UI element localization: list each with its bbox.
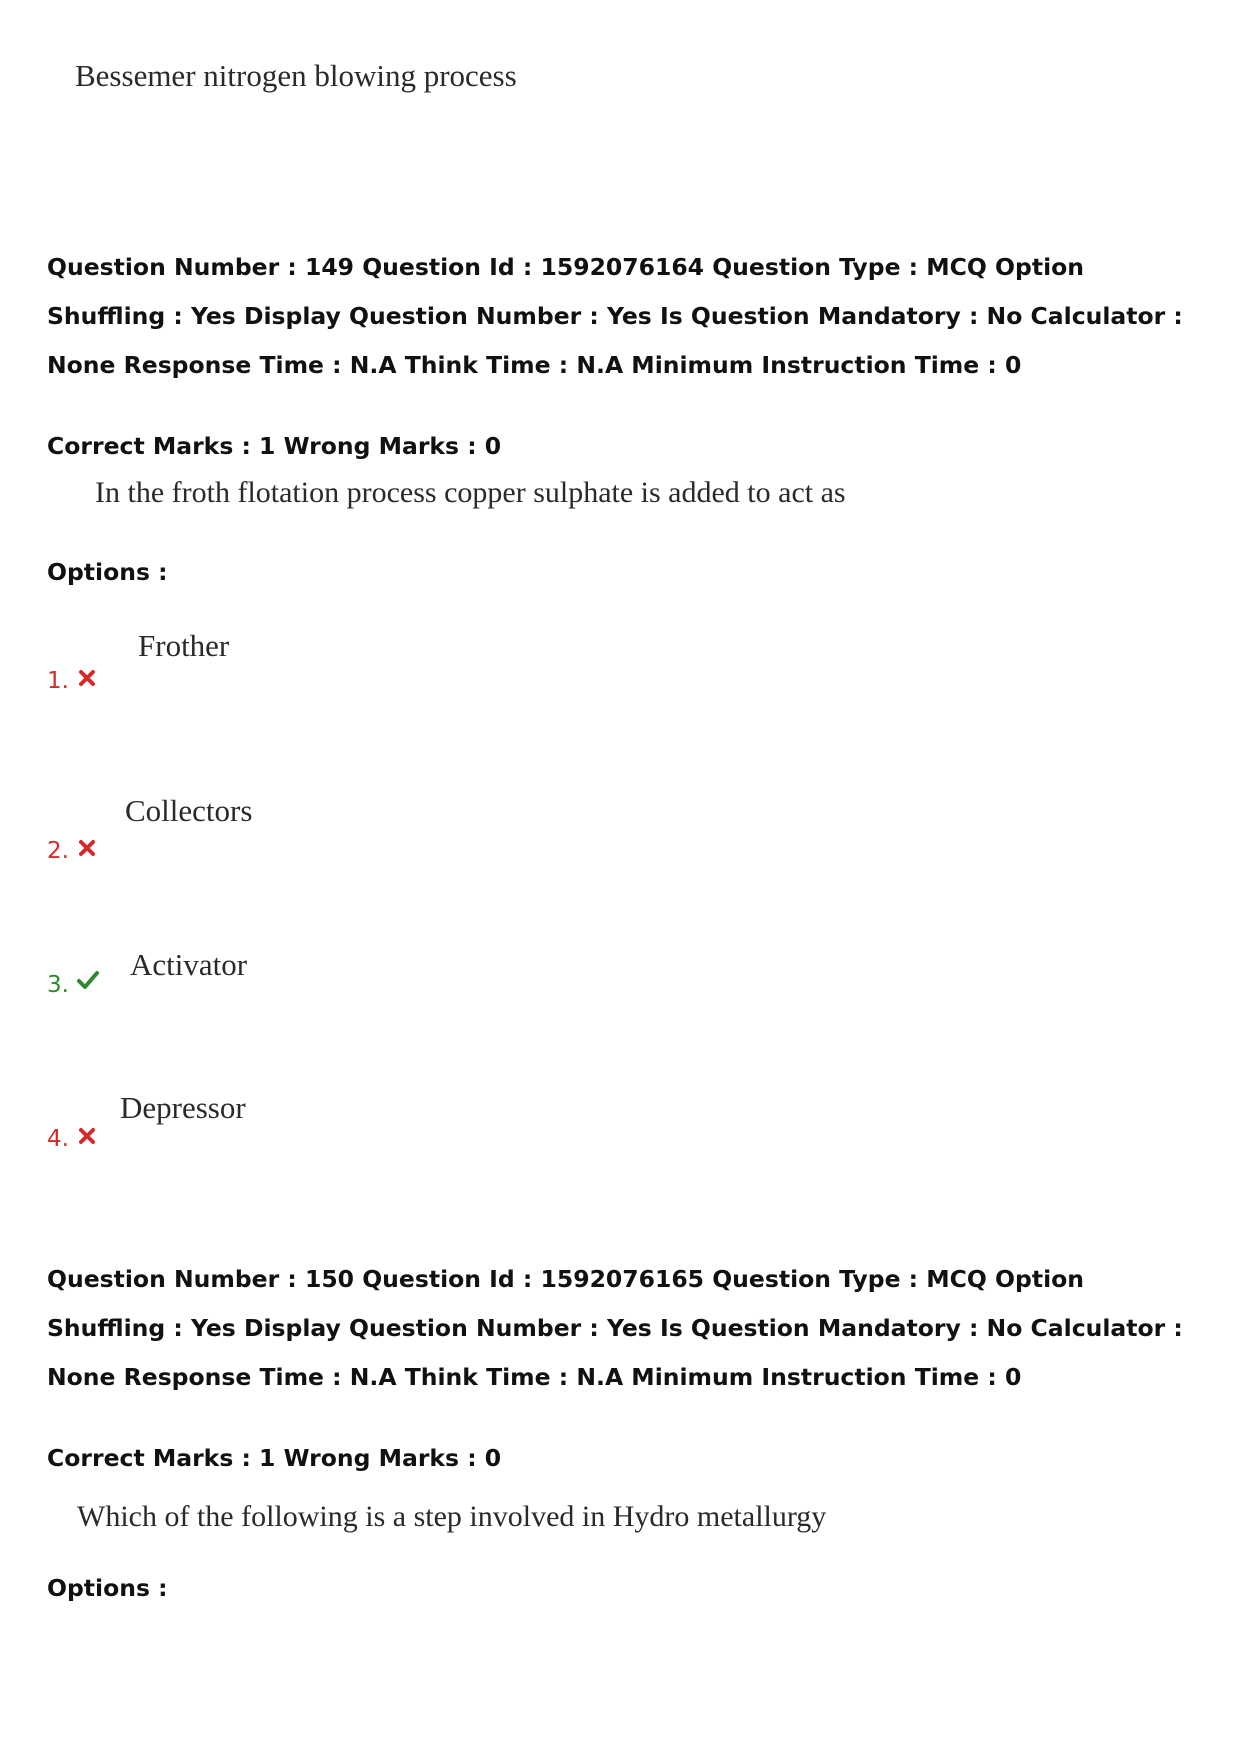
option-number: 2.: [47, 838, 69, 864]
option-number: 3.: [47, 972, 69, 998]
question-meta: Question Number : 150 Question Id : 1592076165 Question Type : MCQ Option Shuffling : Yes Display Question Number : Yes Is Question Mandatory : No Calculator : None Response Time : N.A Think Time : N.A Minimum Instruction Time : 0: [47, 1265, 1183, 1391]
cross-icon: [78, 839, 96, 857]
question-marks: Correct Marks : 1 Wrong Marks : 0: [47, 1444, 502, 1472]
question-meta: Question Number : 149 Question Id : 1592076164 Question Type : MCQ Option Shuffling : Yes Display Question Number : Yes Is Question Mandatory : No Calculator : None Response Time : N.A Think Time : N.A Minimum Instruction Time : 0: [47, 253, 1183, 379]
option-number: 4.: [47, 1126, 69, 1152]
options-label: Options :: [47, 558, 168, 586]
question-text: Which of the following is a step involved in Hydro metallurgy: [77, 1500, 827, 1533]
option-text: Collectors: [125, 793, 253, 828]
question-text: In the froth flotation process copper sulphate is added to act as: [95, 476, 846, 509]
option-text: Activator: [130, 947, 248, 982]
option-text: Frother: [138, 628, 230, 663]
question-marks: Correct Marks : 1 Wrong Marks : 0: [47, 432, 502, 460]
options-label: Options :: [47, 1574, 168, 1602]
previous-option-text: Bessemer nitrogen blowing process: [75, 58, 517, 93]
cross-icon: [78, 669, 96, 687]
option-number: 1.: [47, 668, 69, 694]
cross-icon: [78, 1127, 96, 1145]
check-icon: [77, 970, 99, 990]
option-text: Depressor: [120, 1090, 246, 1125]
